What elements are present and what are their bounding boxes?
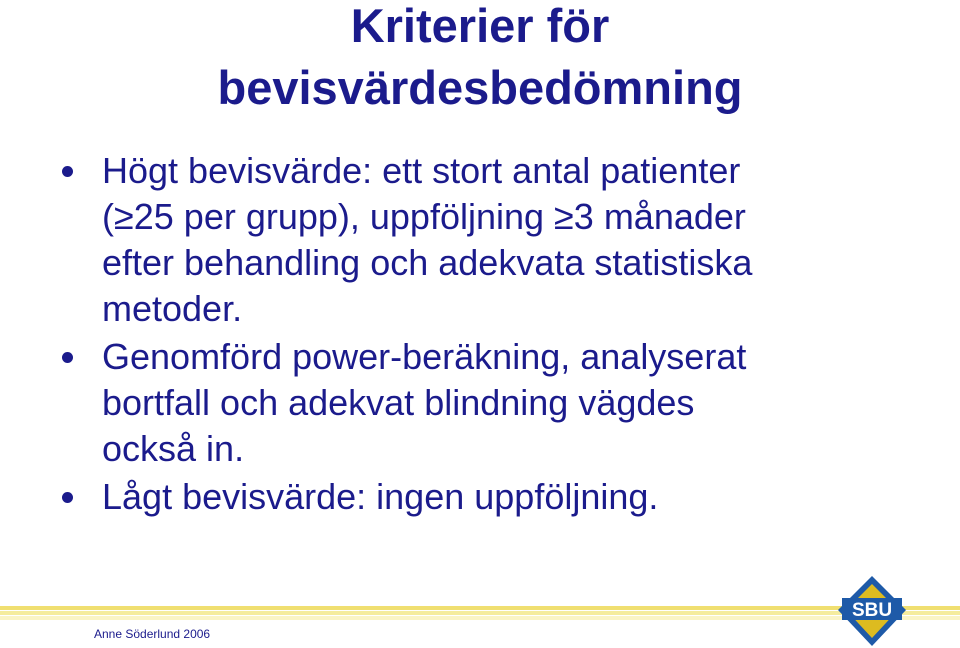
- footer-stripe: [0, 616, 960, 620]
- bullet-text-line: (≥25 per grupp), uppföljning ≥3 månader: [102, 196, 746, 237]
- bullet-item-low-evidence: [62, 474, 942, 520]
- footer-stripe: [0, 606, 960, 610]
- slide-title-line-2: bevisvärdesbedömning: [217, 61, 743, 114]
- slide-title-line-1: Kriterier för: [350, 0, 610, 52]
- footer-stripe-bar: [0, 606, 960, 622]
- bullet-list: [62, 148, 942, 522]
- footer-author: Anne Söderlund 2006: [94, 627, 211, 641]
- bullet-dot-icon: [62, 492, 73, 503]
- bullet-text-line: Genomförd power-beräkning, analyserat: [102, 336, 747, 377]
- bullet-text-line: också in.: [102, 428, 245, 469]
- sbu-logo-icon: [836, 574, 908, 648]
- footer-stripe: [0, 611, 960, 615]
- bullet-text-line: bortfall och adekvat blindning vägdes: [102, 382, 695, 423]
- bullet-dot-icon: [62, 166, 73, 177]
- bullet-text-line: Lågt bevisvärde: ingen uppföljning.: [102, 476, 659, 517]
- bullet-item-power-calculation: [62, 334, 942, 472]
- logo-text: SBU: [851, 600, 893, 621]
- bullet-text-line: metoder.: [102, 288, 243, 329]
- bullet-text-line: efter behandling och adekvata statistiska: [102, 242, 753, 283]
- bullet-item-high-evidence: [62, 148, 942, 332]
- bullet-text-line: Högt bevisvärde: ett stort antal patienter: [102, 150, 741, 191]
- bullet-dot-icon: [62, 352, 73, 363]
